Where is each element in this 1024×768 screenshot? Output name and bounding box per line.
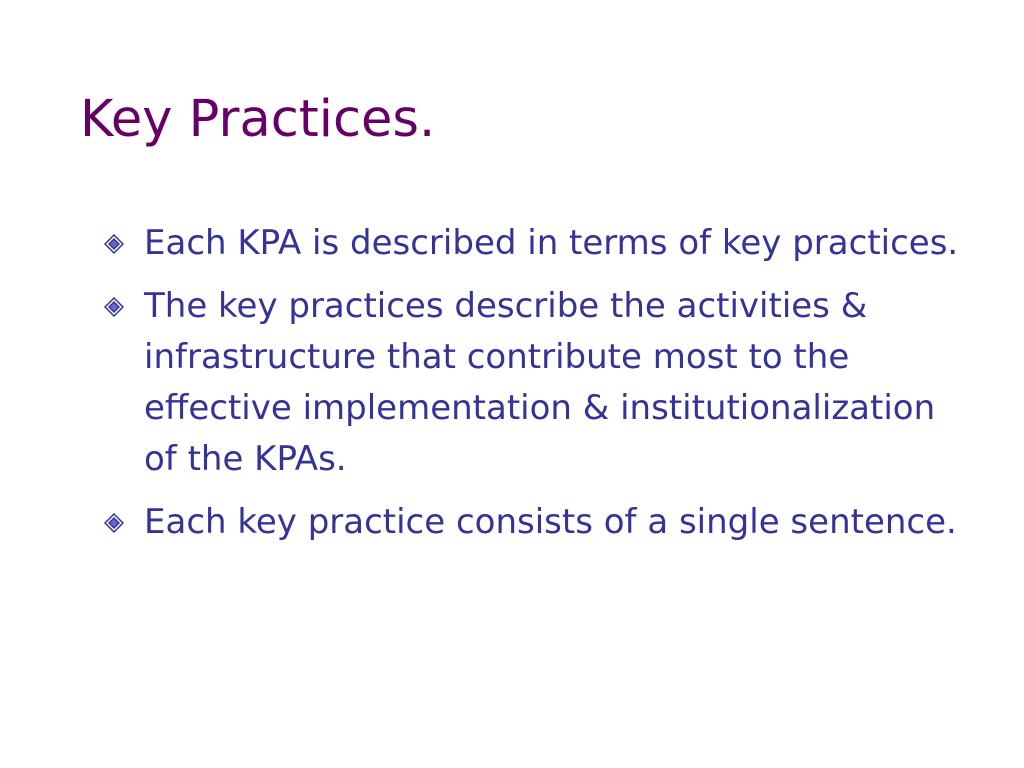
diamond-bullet-icon	[104, 297, 124, 317]
bullet-text: Each KPA is described in terms of key practices.	[144, 223, 959, 263]
diamond-bullet-icon	[104, 513, 124, 533]
diamond-bullet-icon	[104, 234, 124, 254]
bullet-text: Each key practice consists of a single sentence.	[144, 502, 957, 542]
bullet-item-key-practices-activities	[104, 281, 964, 485]
bullet-item-single-sentence	[104, 497, 964, 548]
bullet-item-key-practices-definition	[104, 218, 964, 269]
slide-title: Key Practices.	[80, 90, 436, 149]
bullet-list	[104, 218, 964, 560]
bullet-text: The key practices describe the activities & infrastructure that contribute most to the effective implementation & institutionalization of the KPAs.	[144, 286, 936, 479]
